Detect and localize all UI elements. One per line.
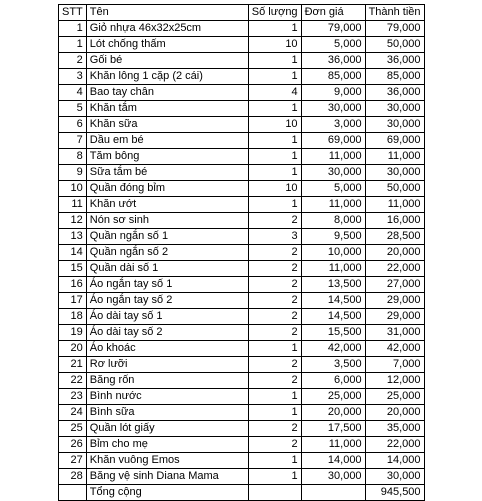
- cell-amount: 14,000: [365, 453, 424, 469]
- cell-name: Khăn ướt: [86, 197, 248, 213]
- header-unit-price: Đơn giá: [301, 5, 365, 21]
- cell-name: Nón sơ sinh: [86, 213, 248, 229]
- cell-stt: 17: [59, 293, 87, 309]
- cell-quantity: 1: [248, 197, 301, 213]
- cell-unit-price: 11,000: [301, 437, 365, 453]
- cell-stt: 25: [59, 421, 87, 437]
- cell-amount: 30,000: [365, 469, 424, 485]
- table-row: [59, 373, 425, 389]
- cell-quantity: 4: [248, 85, 301, 101]
- table-row: [59, 101, 425, 117]
- header-amount: Thành tiền: [365, 5, 424, 21]
- table-row: [59, 117, 425, 133]
- header-quantity: Số lượng: [248, 5, 301, 21]
- cell-amount: 42,000: [365, 341, 424, 357]
- table-row: [59, 213, 425, 229]
- cell-stt: 16: [59, 277, 87, 293]
- total-qty-cell: [248, 485, 301, 501]
- cell-stt: 20: [59, 341, 87, 357]
- cell-amount: 27,000: [365, 277, 424, 293]
- table-row: [59, 197, 425, 213]
- cell-unit-price: 30,000: [301, 101, 365, 117]
- header-stt: STT: [59, 5, 87, 21]
- cell-unit-price: 42,000: [301, 341, 365, 357]
- cell-name: Khăn sữa: [86, 117, 248, 133]
- total-label: Tổng cộng: [86, 485, 248, 501]
- cell-unit-price: 5,000: [301, 37, 365, 53]
- cell-stt: 1: [59, 21, 87, 37]
- cell-unit-price: 79,000: [301, 21, 365, 37]
- table-row: [59, 21, 425, 37]
- cell-amount: 50,000: [365, 181, 424, 197]
- cell-stt: 12: [59, 213, 87, 229]
- cell-quantity: 2: [248, 245, 301, 261]
- cell-stt: 11: [59, 197, 87, 213]
- cell-quantity: 1: [248, 133, 301, 149]
- cell-amount: 22,000: [365, 261, 424, 277]
- cell-unit-price: 25,000: [301, 389, 365, 405]
- cell-name: Băng rốn: [86, 373, 248, 389]
- cell-quantity: 10: [248, 181, 301, 197]
- cell-stt: 23: [59, 389, 87, 405]
- cell-name: Quần ngắn số 1: [86, 229, 248, 245]
- cell-amount: 25,000: [365, 389, 424, 405]
- cell-unit-price: 14,000: [301, 453, 365, 469]
- table-row: [59, 85, 425, 101]
- cell-amount: 28,500: [365, 229, 424, 245]
- cell-name: Áo ngắn tay số 2: [86, 293, 248, 309]
- cell-amount: 29,000: [365, 309, 424, 325]
- cell-stt: 5: [59, 101, 87, 117]
- total-price-cell: [301, 485, 365, 501]
- table-body: [59, 21, 425, 485]
- cell-amount: 11,000: [365, 197, 424, 213]
- cell-unit-price: 15,500: [301, 325, 365, 341]
- cell-amount: 12,000: [365, 373, 424, 389]
- total-row: [59, 485, 425, 501]
- cell-name: Khăn vuông Emos: [86, 453, 248, 469]
- cell-name: Bình sữa: [86, 405, 248, 421]
- cell-quantity: 1: [248, 453, 301, 469]
- cell-stt: 21: [59, 357, 87, 373]
- cell-quantity: 2: [248, 261, 301, 277]
- cell-unit-price: 69,000: [301, 133, 365, 149]
- table-row: [59, 421, 425, 437]
- cell-unit-price: 30,000: [301, 469, 365, 485]
- cell-name: Bình nước: [86, 389, 248, 405]
- cell-amount: 85,000: [365, 69, 424, 85]
- table-row: [59, 341, 425, 357]
- cell-amount: 16,000: [365, 213, 424, 229]
- cell-unit-price: 6,000: [301, 373, 365, 389]
- cell-stt: 28: [59, 469, 87, 485]
- cell-quantity: 1: [248, 165, 301, 181]
- table-row: [59, 437, 425, 453]
- cell-amount: 69,000: [365, 133, 424, 149]
- cell-name: Áo dài tay số 2: [86, 325, 248, 341]
- cell-stt: 27: [59, 453, 87, 469]
- cell-unit-price: 13,500: [301, 277, 365, 293]
- cell-quantity: 1: [248, 341, 301, 357]
- cell-quantity: 1: [248, 101, 301, 117]
- cell-stt: 26: [59, 437, 87, 453]
- cell-quantity: 2: [248, 309, 301, 325]
- cell-quantity: 2: [248, 437, 301, 453]
- table-row: [59, 469, 425, 485]
- cell-quantity: 1: [248, 405, 301, 421]
- cell-unit-price: 3,500: [301, 357, 365, 373]
- table-row: [59, 149, 425, 165]
- cell-name: Băng vệ sinh Diana Mama: [86, 469, 248, 485]
- cell-unit-price: 11,000: [301, 197, 365, 213]
- cell-stt: 2: [59, 53, 87, 69]
- cell-name: Áo dài tay số 1: [86, 309, 248, 325]
- table-row: [59, 165, 425, 181]
- cell-unit-price: 85,000: [301, 69, 365, 85]
- cell-stt: 18: [59, 309, 87, 325]
- cell-unit-price: 30,000: [301, 165, 365, 181]
- cell-quantity: 1: [248, 389, 301, 405]
- table-row: [59, 229, 425, 245]
- cell-amount: 7,000: [365, 357, 424, 373]
- cell-name: Khăn lông 1 cặp (2 cái): [86, 69, 248, 85]
- cell-name: Lót chống thấm: [86, 37, 248, 53]
- cell-name: Rơ lưỡi: [86, 357, 248, 373]
- table-row: [59, 37, 425, 53]
- cell-amount: 79,000: [365, 21, 424, 37]
- cell-quantity: 3: [248, 229, 301, 245]
- cell-amount: 22,000: [365, 437, 424, 453]
- table-row: [59, 133, 425, 149]
- cell-stt: 10: [59, 181, 87, 197]
- cell-unit-price: 5,000: [301, 181, 365, 197]
- cell-quantity: 2: [248, 373, 301, 389]
- cell-name: Áo ngắn tay số 1: [86, 277, 248, 293]
- cell-stt: 9: [59, 165, 87, 181]
- cell-name: Bỉm cho mẹ: [86, 437, 248, 453]
- cell-unit-price: 36,000: [301, 53, 365, 69]
- cell-stt: 6: [59, 117, 87, 133]
- table-row: [59, 405, 425, 421]
- cell-name: Sữa tắm bé: [86, 165, 248, 181]
- cell-unit-price: 14,500: [301, 293, 365, 309]
- cell-stt: 24: [59, 405, 87, 421]
- table-row: [59, 69, 425, 85]
- table-row: [59, 325, 425, 341]
- cell-name: Giỏ nhựa 46x32x25cm: [86, 21, 248, 37]
- cell-name: Quần đóng bỉm: [86, 181, 248, 197]
- cell-amount: 30,000: [365, 117, 424, 133]
- cell-amount: 30,000: [365, 101, 424, 117]
- cell-unit-price: 9,000: [301, 85, 365, 101]
- cell-stt: 13: [59, 229, 87, 245]
- total-value: 945,500: [365, 485, 424, 501]
- cell-name: Quần ngắn số 2: [86, 245, 248, 261]
- cell-quantity: 1: [248, 69, 301, 85]
- cell-unit-price: 20,000: [301, 405, 365, 421]
- cell-quantity: 2: [248, 325, 301, 341]
- table-row: [59, 245, 425, 261]
- cell-quantity: 10: [248, 117, 301, 133]
- cell-unit-price: 8,000: [301, 213, 365, 229]
- cell-amount: 30,000: [365, 165, 424, 181]
- cell-unit-price: 9,500: [301, 229, 365, 245]
- cell-stt: 3: [59, 69, 87, 85]
- cell-amount: 35,000: [365, 421, 424, 437]
- table-row: [59, 357, 425, 373]
- table-row: [59, 261, 425, 277]
- cell-amount: 31,000: [365, 325, 424, 341]
- cell-amount: 29,000: [365, 293, 424, 309]
- cell-stt: 7: [59, 133, 87, 149]
- cell-stt: 22: [59, 373, 87, 389]
- cell-name: Quần lót giấy: [86, 421, 248, 437]
- cell-amount: 36,000: [365, 53, 424, 69]
- table-row: [59, 309, 425, 325]
- cell-name: Quần dài số 1: [86, 261, 248, 277]
- cell-amount: 36,000: [365, 85, 424, 101]
- cell-quantity: 2: [248, 421, 301, 437]
- cell-quantity: 1: [248, 469, 301, 485]
- cell-stt: 8: [59, 149, 87, 165]
- cell-unit-price: 3,000: [301, 117, 365, 133]
- cell-unit-price: 10,000: [301, 245, 365, 261]
- cell-quantity: 10: [248, 37, 301, 53]
- cell-amount: 50,000: [365, 37, 424, 53]
- cell-stt: 19: [59, 325, 87, 341]
- cell-name: Gối bé: [86, 53, 248, 69]
- cell-amount: 20,000: [365, 245, 424, 261]
- total-stt-cell: [59, 485, 87, 501]
- table-row: [59, 453, 425, 469]
- cell-amount: 11,000: [365, 149, 424, 165]
- cell-unit-price: 11,000: [301, 149, 365, 165]
- cell-quantity: 2: [248, 277, 301, 293]
- header-name: Tên: [86, 5, 248, 21]
- cell-name: Bao tay chân: [86, 85, 248, 101]
- cell-stt: 4: [59, 85, 87, 101]
- cell-quantity: 2: [248, 293, 301, 309]
- cell-quantity: 2: [248, 357, 301, 373]
- cell-name: Tăm bông: [86, 149, 248, 165]
- cell-quantity: 1: [248, 149, 301, 165]
- cell-name: Khăn tắm: [86, 101, 248, 117]
- cell-stt: 1: [59, 37, 87, 53]
- cell-name: Áo khoác: [86, 341, 248, 357]
- table-row: [59, 181, 425, 197]
- cell-unit-price: 17,500: [301, 421, 365, 437]
- table-row: [59, 277, 425, 293]
- cell-name: Dầu em bé: [86, 133, 248, 149]
- cell-amount: 20,000: [365, 405, 424, 421]
- table-row: [59, 53, 425, 69]
- cell-quantity: 1: [248, 21, 301, 37]
- cell-stt: 15: [59, 261, 87, 277]
- cell-unit-price: 14,500: [301, 309, 365, 325]
- header-row: [59, 5, 425, 21]
- cell-quantity: 1: [248, 53, 301, 69]
- cell-quantity: 2: [248, 213, 301, 229]
- table-row: [59, 389, 425, 405]
- cell-stt: 14: [59, 245, 87, 261]
- table-row: [59, 293, 425, 309]
- cell-unit-price: 11,000: [301, 261, 365, 277]
- shopping-list-table: [58, 4, 425, 501]
